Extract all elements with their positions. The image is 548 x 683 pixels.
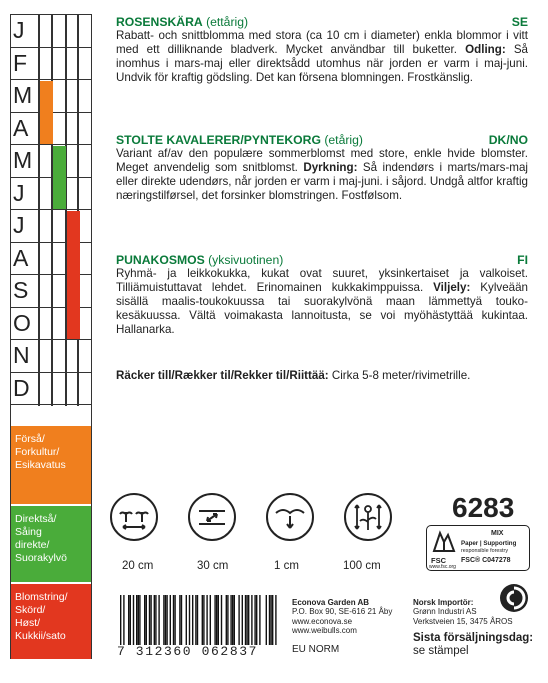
month-row xyxy=(11,47,91,80)
language-code: SE xyxy=(511,15,528,29)
yield-label: Räcker till/Rækker til/Rekker til/Riittää: xyxy=(116,369,329,382)
month-letter: A xyxy=(13,114,29,141)
row-spacing-label: 30 cm xyxy=(197,560,229,572)
description-cont: Så inomhus i mars-maj eller direktsådd utomhus när jorden er varm i maj-juni. Undvik för kraftig gödsling. Det kan försena blomningen. Frostkänslig. xyxy=(116,43,528,85)
sowing-depth-icon xyxy=(266,493,314,541)
section-dk-no xyxy=(116,133,528,203)
sow-indoor-bar xyxy=(40,81,53,145)
bloom-bar xyxy=(67,211,80,340)
month-letter: J xyxy=(13,17,25,43)
fsc-mix: MIX xyxy=(491,530,504,537)
month-letter: M xyxy=(13,82,33,108)
month-letter: S xyxy=(13,277,29,303)
bold-label: Viljely: xyxy=(433,281,471,295)
product-code: 6283 xyxy=(452,492,515,523)
month-calendar xyxy=(10,14,92,659)
plant-height-icon xyxy=(344,493,392,541)
row-spacing-icon xyxy=(188,493,236,541)
plant-type: (ettårig) xyxy=(206,15,249,29)
sowing-depth-label: 1 cm xyxy=(274,560,299,572)
company-web1: www.econova.se xyxy=(292,617,353,626)
eu-norm: EU NORM xyxy=(292,644,340,655)
section-fi xyxy=(116,253,528,338)
fsc-line1: Paper | Supporting xyxy=(461,540,517,547)
month-letter: F xyxy=(13,49,28,76)
month-letter: N xyxy=(13,342,30,368)
plant-name: ROSENSKÄRA xyxy=(116,15,203,29)
legend-bloom: Blomstring/ Skörd/ Høst/ Kukkii/sato xyxy=(11,584,91,659)
importer-address: Verkstveien 15, 3475 ÅROS xyxy=(413,617,513,626)
barcode xyxy=(118,595,282,645)
month-row xyxy=(11,372,91,405)
barcode-digits: 7 312360 062837 xyxy=(117,644,259,659)
fsc-line2: responsible forestry xyxy=(461,548,509,554)
importer-name: Grønn Industri AS xyxy=(413,607,477,616)
section-se xyxy=(116,15,528,85)
plant-height-label: 100 cm xyxy=(343,560,381,572)
importer-title: Norsk Importör: xyxy=(413,598,474,607)
bold-label: Odling: xyxy=(465,43,506,57)
green-dot-recycle-icon xyxy=(499,583,529,613)
month-row xyxy=(11,339,91,372)
month-letter: O xyxy=(13,309,31,336)
description: Rabatt- och snittblomma med stora (ca 10 cm i diameter) enkla blommor i vitt med ett dilliknande bladverk. Mycket användbar till buketter. xyxy=(116,29,528,57)
fsc-web: www.fsc.org xyxy=(429,564,456,570)
month-row xyxy=(11,14,91,47)
description: Variant af/av den populære sommerblomst med store, enkle hvide blomster. Meget anvendelig som snitblomst. xyxy=(116,147,528,175)
month-row xyxy=(11,144,91,177)
plant-spacing-label: 20 cm xyxy=(122,560,154,572)
plant-name: PUNAKOSMOS xyxy=(116,253,205,267)
company-address: P.O. Box 90, SE-616 21 Åby xyxy=(292,607,393,616)
sow-direct-bar xyxy=(53,146,66,210)
legend-sow-indoor: Förså/ Forkultur/ Esikavatus xyxy=(11,426,91,504)
fsc-tree-icon xyxy=(431,529,457,555)
company-name: Econova Garden AB xyxy=(292,598,370,607)
bold-label: Dyrkning: xyxy=(303,161,358,175)
description-cont: Kylveään sisällä maalis-toukokuussa tai suorakylvönä maan lämmettyä touko-kesäkuussa. Vältä voimakasta lannoitusta, se voi myöhästyttää kukintaa. Hallanarka. xyxy=(116,281,528,337)
month-letter: J xyxy=(13,212,25,238)
yield-value: Cirka 5-8 meter/rivimetrille. xyxy=(328,369,471,382)
plant-type: (etårig) xyxy=(324,133,363,147)
fsc-code: FSC® C047278 xyxy=(461,557,511,564)
month-letter: M xyxy=(13,147,33,173)
description: Ryhmä- ja leikkokukka, kukat ovat suuret, yksinkertaiset ja valkoiset. Tilliämuistuttavat lehdet. Erinomainen kukkakimppuissa. xyxy=(116,267,528,295)
month-letter: A xyxy=(13,244,29,271)
description-cont: Så indendørs i marts/mars-maj eller direkte udendørs, når jorden er varm i maj-juni. i såjord. Undgå altfor kraftig næringstilførsel, det forsinker blomstringen. Fostfølsom. xyxy=(116,161,528,203)
plant-name: STOLTE KAVALERER/PYNTEKORG xyxy=(116,133,321,147)
fsc-logo-text: FSC xyxy=(431,556,446,565)
company-web2: www.weibulls.com xyxy=(292,626,357,635)
month-row xyxy=(11,177,91,210)
legend-sow-direct: Direktså/ Såing direkte/ Suorakylvö xyxy=(11,506,91,582)
last-sale-value: se stämpel xyxy=(413,645,469,657)
language-code: DK/NO xyxy=(488,133,528,147)
fsc-label xyxy=(426,525,530,571)
yield-line xyxy=(116,369,528,383)
plant-spacing-icon xyxy=(110,493,158,541)
plant-type: (yksivuotinen) xyxy=(208,253,284,267)
month-letter: D xyxy=(13,374,30,401)
last-sale-title: Sista försäljningsdag: xyxy=(413,632,534,644)
language-code: FI xyxy=(517,253,528,267)
growing-icons xyxy=(110,493,392,541)
month-letter: J xyxy=(13,179,25,206)
